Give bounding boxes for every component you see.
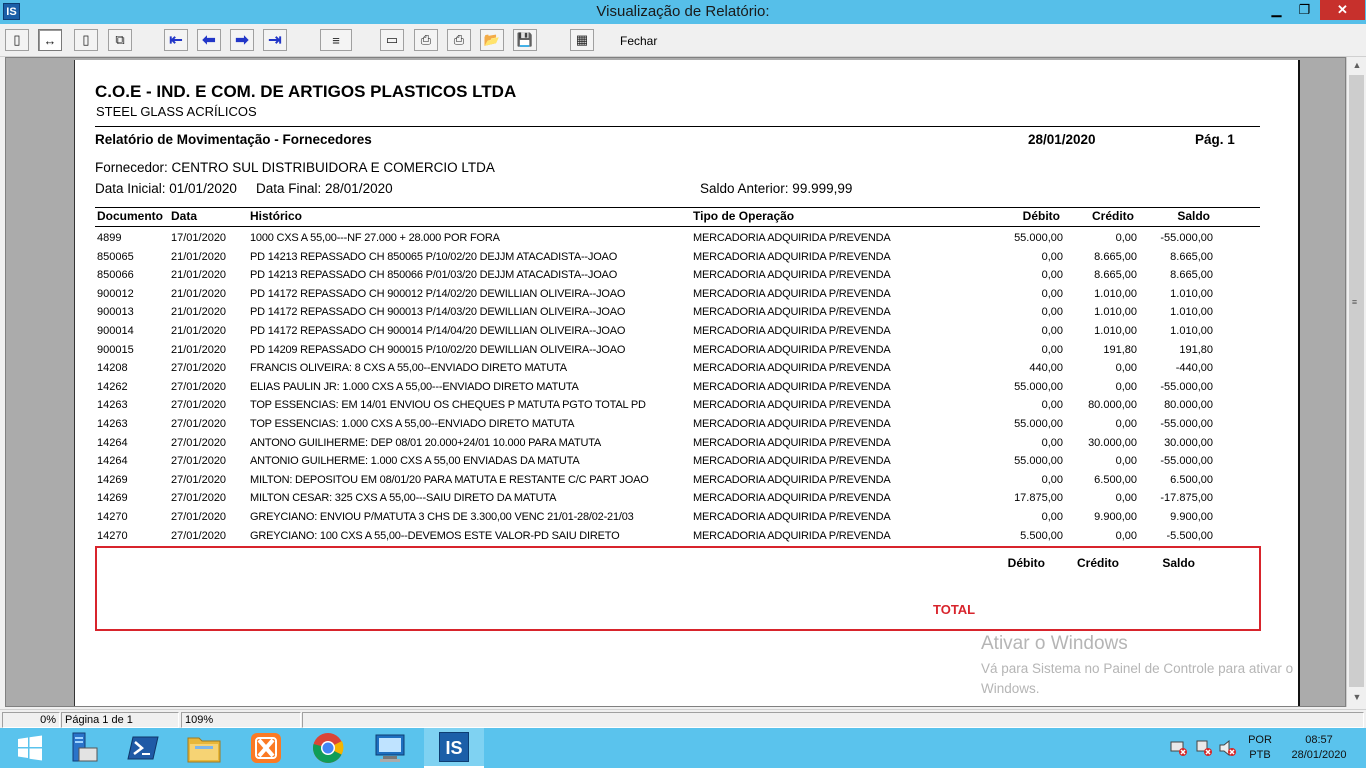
cell-history: GREYCIANO: ENVIOU P/MATUTA 3 CHS DE 3.300,00 VENC 21/01-28/02-21/03 (250, 511, 634, 523)
cell-document: 900013 (97, 306, 134, 319)
cell-debit: 55.000,00 (1014, 232, 1063, 244)
cell-credit: 1.010,00 (1094, 306, 1137, 319)
cell-credit: 0,00 (1115, 380, 1137, 393)
report-preview-area[interactable] (5, 57, 1346, 707)
open-button[interactable] (480, 29, 504, 51)
cell-operation-type: MERCADORIA ADQUIRIDA P/REVENDA (693, 436, 891, 449)
watermark-title: Ativar o Windows (981, 633, 1128, 654)
cell-balance: -55.000,00 (1160, 418, 1213, 430)
volume-tray[interactable] (1219, 740, 1237, 761)
next-page-icon: ➡ (235, 32, 249, 49)
taskbar (0, 728, 1366, 768)
status-progress: 0% (2, 712, 60, 728)
cell-debit: 440,00 (1029, 362, 1063, 375)
fit-width-button[interactable] (38, 29, 62, 51)
status-page-info: Página 1 de 1 (61, 712, 179, 728)
cell-operation-type: MERCADORIA ADQUIRIDA P/REVENDA (693, 325, 891, 337)
cell-debit: 0,00 (1041, 511, 1063, 523)
cell-document: 14263 (97, 418, 128, 430)
cell-date: 21/01/2020 (171, 269, 227, 282)
language-code: POR (1248, 734, 1272, 746)
device-tray[interactable] (1195, 740, 1213, 761)
cell-credit: 0,00 (1115, 232, 1137, 244)
network-error-icon (1170, 740, 1188, 756)
cell-credit: 80.000,00 (1088, 399, 1137, 412)
column-header-credit: Crédito (1092, 209, 1134, 223)
cell-debit: 0,00 (1041, 325, 1063, 337)
cell-balance: 8.665,00 (1170, 269, 1213, 282)
activation-watermark (981, 633, 1331, 699)
multi-page-button[interactable] (108, 29, 132, 51)
table-row (75, 472, 1301, 491)
cell-operation-type: MERCADORIA ADQUIRIDA P/REVENDA (693, 306, 891, 319)
totals-debit-header: Débito (1007, 556, 1045, 570)
cell-credit: 6.500,00 (1094, 473, 1137, 486)
cell-history: GREYCIANO: 100 CXS A 55,00--DEVEMOS ESTE VALOR-PD SAIU DIRETO (250, 529, 620, 542)
cell-operation-type: MERCADORIA ADQUIRIDA P/REVENDA (693, 250, 891, 263)
open-folder-icon: 📂 (483, 32, 501, 47)
cell-history: PD 14213 REPASSADO CH 850065 P/10/02/20 DEJJM ATACADISTA--JOAO (250, 250, 618, 263)
cell-date: 27/01/2020 (171, 473, 227, 486)
maximize-button[interactable]: ❐ (1298, 2, 1311, 17)
cell-operation-type: MERCADORIA ADQUIRIDA P/REVENDA (693, 269, 891, 282)
cell-debit: 55.000,00 (1014, 455, 1063, 468)
cell-date: 27/01/2020 (171, 492, 227, 505)
cell-debit: 0,00 (1041, 399, 1063, 412)
cell-history: ANTONIO GUILHERME: 1.000 CXS A 55,00 ENVIADAS DA MATUTA (250, 455, 580, 468)
table-row (75, 342, 1301, 361)
column-header-document: Documento (97, 209, 163, 223)
fit-width-icon: ↔ (43, 32, 57, 48)
cell-document: 14270 (97, 529, 128, 542)
table-row (75, 416, 1301, 435)
previous-page-button[interactable] (197, 29, 221, 51)
cell-history: PD 14213 REPASSADO CH 850066 P/01/03/20 DEJJM ATACADISTA--JOAO (250, 269, 618, 282)
supplier-info: Fornecedor: CENTRO SUL DISTRIBUIDORA E COMERCIO LTDA (95, 160, 495, 175)
next-page-button[interactable] (230, 29, 254, 51)
start-button[interactable] (0, 728, 60, 768)
table-row (75, 304, 1301, 323)
cell-date: 27/01/2020 (171, 511, 227, 523)
full-page-button[interactable] (74, 29, 98, 51)
powershell-icon (127, 735, 159, 761)
language-indicator[interactable] (1246, 733, 1274, 763)
cell-debit: 0,00 (1041, 473, 1063, 486)
cell-credit: 0,00 (1115, 418, 1137, 430)
cell-credit: 30.000,00 (1088, 436, 1137, 449)
cell-operation-type: MERCADORIA ADQUIRIDA P/REVENDA (693, 380, 891, 393)
table-row (75, 509, 1301, 528)
export-button[interactable] (570, 29, 594, 51)
is-app-icon: IS (439, 732, 469, 762)
cell-history: TOP ESSENCIAS: 1.000 CXS A 55,00--ENVIADO DIRETO MATUTA (250, 418, 575, 430)
close-report-button[interactable]: Fechar (620, 34, 658, 48)
cell-credit: 0,00 (1115, 529, 1137, 542)
column-header-date: Data (171, 209, 198, 223)
toolbar (0, 24, 1366, 57)
keyboard-layout: PTB (1249, 749, 1271, 761)
cell-debit: 55.000,00 (1014, 418, 1063, 430)
page-setup-button[interactable] (380, 29, 404, 51)
cell-document: 850065 (97, 250, 134, 263)
totals-balance-header: Saldo (1162, 556, 1195, 570)
first-page-button[interactable] (164, 29, 188, 51)
cell-document: 14270 (97, 511, 128, 523)
cell-date: 27/01/2020 (171, 362, 227, 375)
save-button[interactable] (513, 29, 537, 51)
clock-date: 28/01/2020 (1291, 749, 1347, 761)
report-date: 28/01/2020 (1028, 132, 1096, 147)
cell-date: 21/01/2020 (171, 306, 227, 319)
cell-document: 900014 (97, 325, 134, 337)
save-icon: 💾 (516, 32, 534, 47)
cell-debit: 5.500,00 (1020, 529, 1063, 542)
cell-document: 14208 (97, 362, 128, 375)
vertical-scrollbar[interactable] (1346, 57, 1366, 707)
device-error-icon (1195, 740, 1213, 756)
print-button[interactable] (447, 29, 471, 51)
cell-operation-type: MERCADORIA ADQUIRIDA P/REVENDA (693, 343, 891, 356)
cell-date: 21/01/2020 (171, 250, 227, 263)
cell-date: 17/01/2020 (171, 232, 227, 244)
cell-history: ELIAS PAULIN JR: 1.000 CXS A 55,00---ENVIADO DIRETO MATUTA (250, 380, 579, 393)
table-row (75, 249, 1301, 268)
cell-date: 27/01/2020 (171, 529, 227, 542)
cell-document: 900015 (97, 343, 134, 356)
cell-debit: 0,00 (1041, 250, 1063, 263)
cell-credit: 8.665,00 (1094, 250, 1137, 263)
cell-document: 4899 (97, 232, 122, 244)
report-page-number: Pág. 1 (1195, 132, 1235, 147)
cell-history: PD 14172 REPASSADO CH 900013 P/14/03/20 DEWILLIAN OLIVEIRA--JOAO (250, 306, 626, 319)
goto-page-icon: ≡ (332, 32, 340, 48)
cell-history: PD 14209 REPASSADO CH 900015 P/10/02/20 DEWILLIAN OLIVEIRA--JOAO (250, 343, 626, 356)
cell-operation-type: MERCADORIA ADQUIRIDA P/REVENDA (693, 473, 891, 486)
cell-history: 1000 CXS A 55,00---NF 27.000 + 28.000 POR FORA (250, 232, 500, 244)
cell-balance: -55.000,00 (1160, 232, 1213, 244)
network-tray[interactable] (1170, 740, 1188, 761)
cell-debit: 0,00 (1041, 343, 1063, 356)
table-row (75, 267, 1301, 286)
company-subtitle: STEEL GLASS ACRÍLICOS (96, 104, 257, 119)
cell-date: 21/01/2020 (171, 325, 227, 337)
server-manager-taskbar[interactable] (52, 728, 112, 768)
table-row (75, 435, 1301, 454)
powershell-taskbar[interactable] (113, 728, 173, 768)
volume-muted-icon (1219, 740, 1237, 756)
minimize-button[interactable]: ▁ (1271, 2, 1282, 17)
divider (95, 126, 1260, 127)
remote-desktop-icon (373, 733, 407, 763)
scroll-up-icon[interactable]: ▲ (1352, 60, 1362, 70)
table-row (75, 379, 1301, 398)
cell-date: 21/01/2020 (171, 343, 227, 356)
cell-history: MILTON: DEPOSITOU EM 08/01/20 PARA MATUTA E RESTANTE C/C PART JOAO (250, 473, 649, 486)
cell-credit: 1.010,00 (1094, 325, 1137, 337)
clock[interactable] (1284, 733, 1354, 763)
status-bar (0, 709, 1366, 729)
page-setup-icon: ▭ (385, 32, 399, 47)
windows-logo-icon (17, 735, 43, 761)
cell-balance: 1.010,00 (1170, 306, 1213, 319)
start-date: Data Inicial: 01/01/2020 (95, 181, 237, 196)
cell-balance: 1.010,00 (1170, 325, 1213, 337)
report-page (74, 60, 1300, 707)
previous-page-icon: ⬅ (202, 32, 216, 49)
last-page-icon: ⇥ (268, 32, 282, 49)
table-row (75, 397, 1301, 416)
cell-history: FRANCIS OLIVEIRA: 8 CXS A 55,00--ENVIADO DIRETO MATUTA (250, 362, 567, 375)
folder-icon (187, 733, 221, 763)
cell-history: PD 14172 REPASSADO CH 900014 P/14/04/20 DEWILLIAN OLIVEIRA--JOAO (250, 325, 626, 337)
cell-date: 27/01/2020 (171, 436, 227, 449)
cell-balance: 191,80 (1179, 343, 1213, 356)
end-date: Data Final: 28/01/2020 (256, 181, 393, 196)
cell-debit: 55.000,00 (1014, 380, 1063, 393)
cell-credit: 0,00 (1115, 455, 1137, 468)
cell-operation-type: MERCADORIA ADQUIRIDA P/REVENDA (693, 232, 891, 244)
divider (95, 207, 1260, 208)
scroll-grip-icon: ≡ (1351, 297, 1358, 307)
scroll-thumb[interactable] (1349, 75, 1364, 687)
cell-date: 27/01/2020 (171, 418, 227, 430)
cell-date: 27/01/2020 (171, 455, 227, 468)
xampp-taskbar[interactable] (236, 728, 296, 768)
title-bar (0, 0, 1366, 24)
cell-document: 14262 (97, 380, 128, 393)
totals-box (95, 546, 1261, 631)
cell-balance: 1.010,00 (1170, 287, 1213, 300)
first-page-icon: ⇤ (169, 32, 183, 49)
printer-setup-icon: ⎙ (420, 32, 432, 47)
cell-credit: 191,80 (1103, 343, 1137, 356)
total-label: TOTAL (933, 602, 976, 617)
totals-credit-header: Crédito (1077, 556, 1119, 570)
export-icon: ▦ (575, 32, 589, 47)
cell-balance: 6.500,00 (1170, 473, 1213, 486)
cell-operation-type: MERCADORIA ADQUIRIDA P/REVENDA (693, 362, 891, 375)
xampp-icon (250, 732, 282, 764)
cell-balance: -440,00 (1175, 362, 1213, 375)
cell-balance: -17.875,00 (1160, 492, 1213, 505)
cell-credit: 8.665,00 (1094, 269, 1137, 282)
cell-document: 14269 (97, 473, 128, 486)
column-header-history: Histórico (250, 209, 303, 223)
cell-debit: 0,00 (1041, 306, 1063, 319)
report-title: Relatório de Movimentação - Fornecedores (95, 132, 372, 147)
last-page-button[interactable] (263, 29, 287, 51)
cell-history: PD 14172 REPASSADO CH 900012 P/14/02/20 DEWILLIAN OLIVEIRA--JOAO (250, 287, 626, 300)
cell-document: 900012 (97, 287, 134, 300)
status-zoom: 109% (181, 712, 301, 728)
cell-history: ANTONO GUILIHERME: DEP 08/01 20.000+24/01 10.000 PARA MATUTA (250, 436, 602, 449)
clock-time: 08:57 (1305, 734, 1333, 746)
cell-operation-type: MERCADORIA ADQUIRIDA P/REVENDA (693, 529, 891, 542)
company-name: C.O.E - IND. E COM. DE ARTIGOS PLASTICOS LTDA (95, 82, 517, 101)
cell-balance: -5.500,00 (1166, 529, 1213, 542)
single-page-button[interactable] (5, 29, 29, 51)
cell-operation-type: MERCADORIA ADQUIRIDA P/REVENDA (693, 287, 891, 300)
table-row (75, 360, 1301, 379)
single-page-icon: ▯ (13, 32, 21, 47)
cell-balance: -55.000,00 (1160, 455, 1213, 468)
cell-document: 14269 (97, 492, 128, 505)
cell-credit: 9.900,00 (1094, 511, 1137, 523)
file-explorer-taskbar[interactable] (174, 728, 234, 768)
remote-desktop-taskbar[interactable] (360, 728, 420, 768)
app-icon[interactable]: IS (3, 3, 20, 20)
cell-operation-type: MERCADORIA ADQUIRIDA P/REVENDA (693, 455, 891, 468)
multi-page-icon: ⧉ (115, 32, 125, 47)
window-title: Visualização de Relatório: (596, 3, 770, 20)
table-row (75, 323, 1301, 342)
cell-credit: 1.010,00 (1094, 287, 1137, 300)
cell-document: 14263 (97, 399, 128, 412)
previous-balance: Saldo Anterior: 99.999,99 (700, 181, 853, 196)
table-row (75, 453, 1301, 472)
cell-date: 27/01/2020 (171, 399, 227, 412)
watermark-text: Vá para Sistema no Painel de Controle para ativar o Windows. (981, 661, 1294, 696)
cell-date: 21/01/2020 (171, 287, 227, 300)
table-row (75, 230, 1301, 249)
cell-balance: 30.000,00 (1164, 436, 1213, 449)
cell-date: 27/01/2020 (171, 380, 227, 393)
cell-document: 14264 (97, 436, 128, 449)
cell-document: 850066 (97, 269, 134, 282)
is-app-taskbar[interactable] (424, 728, 484, 768)
cell-balance: -55.000,00 (1160, 380, 1213, 393)
scroll-down-icon[interactable]: ▼ (1352, 692, 1362, 702)
printer-setup-button[interactable] (414, 29, 438, 51)
cell-operation-type: MERCADORIA ADQUIRIDA P/REVENDA (693, 511, 891, 523)
column-header-balance: Saldo (1177, 209, 1210, 223)
column-header-debit: Débito (1022, 209, 1060, 223)
column-header-operation-type: Tipo de Operação (693, 209, 795, 223)
cell-debit: 0,00 (1041, 287, 1063, 300)
cell-operation-type: MERCADORIA ADQUIRIDA P/REVENDA (693, 418, 891, 430)
cell-balance: 8.665,00 (1170, 250, 1213, 263)
cell-history: MILTON CESAR: 325 CXS A 55,00---SAIU DIRETO DA MATUTA (250, 492, 557, 505)
cell-operation-type: MERCADORIA ADQUIRIDA P/REVENDA (693, 399, 891, 412)
goto-page-button[interactable] (320, 29, 352, 51)
cell-balance: 9.900,00 (1170, 511, 1213, 523)
chrome-icon (312, 732, 344, 764)
cell-document: 14264 (97, 455, 128, 468)
table-row (75, 286, 1301, 305)
cell-history: TOP ESSENCIAS: EM 14/01 ENVIOU OS CHEQUES P MATUTA PGTO TOTAL PD (250, 399, 646, 412)
chrome-taskbar[interactable] (298, 728, 358, 768)
server-manager-icon (65, 732, 99, 764)
status-empty (302, 712, 1364, 728)
cell-debit: 0,00 (1041, 436, 1063, 449)
cell-debit: 17.875,00 (1014, 492, 1063, 505)
cell-credit: 0,00 (1115, 492, 1137, 505)
full-page-icon: ▯ (82, 32, 90, 47)
table-row (75, 490, 1301, 509)
cell-debit: 0,00 (1041, 269, 1063, 282)
table-row (75, 528, 1301, 547)
print-icon: ⎙ (453, 32, 465, 47)
cell-balance: 80.000,00 (1164, 399, 1213, 412)
close-window-button[interactable]: ✕ (1320, 0, 1365, 20)
divider (95, 226, 1260, 227)
cell-operation-type: MERCADORIA ADQUIRIDA P/REVENDA (693, 492, 891, 505)
cell-credit: 0,00 (1115, 362, 1137, 375)
